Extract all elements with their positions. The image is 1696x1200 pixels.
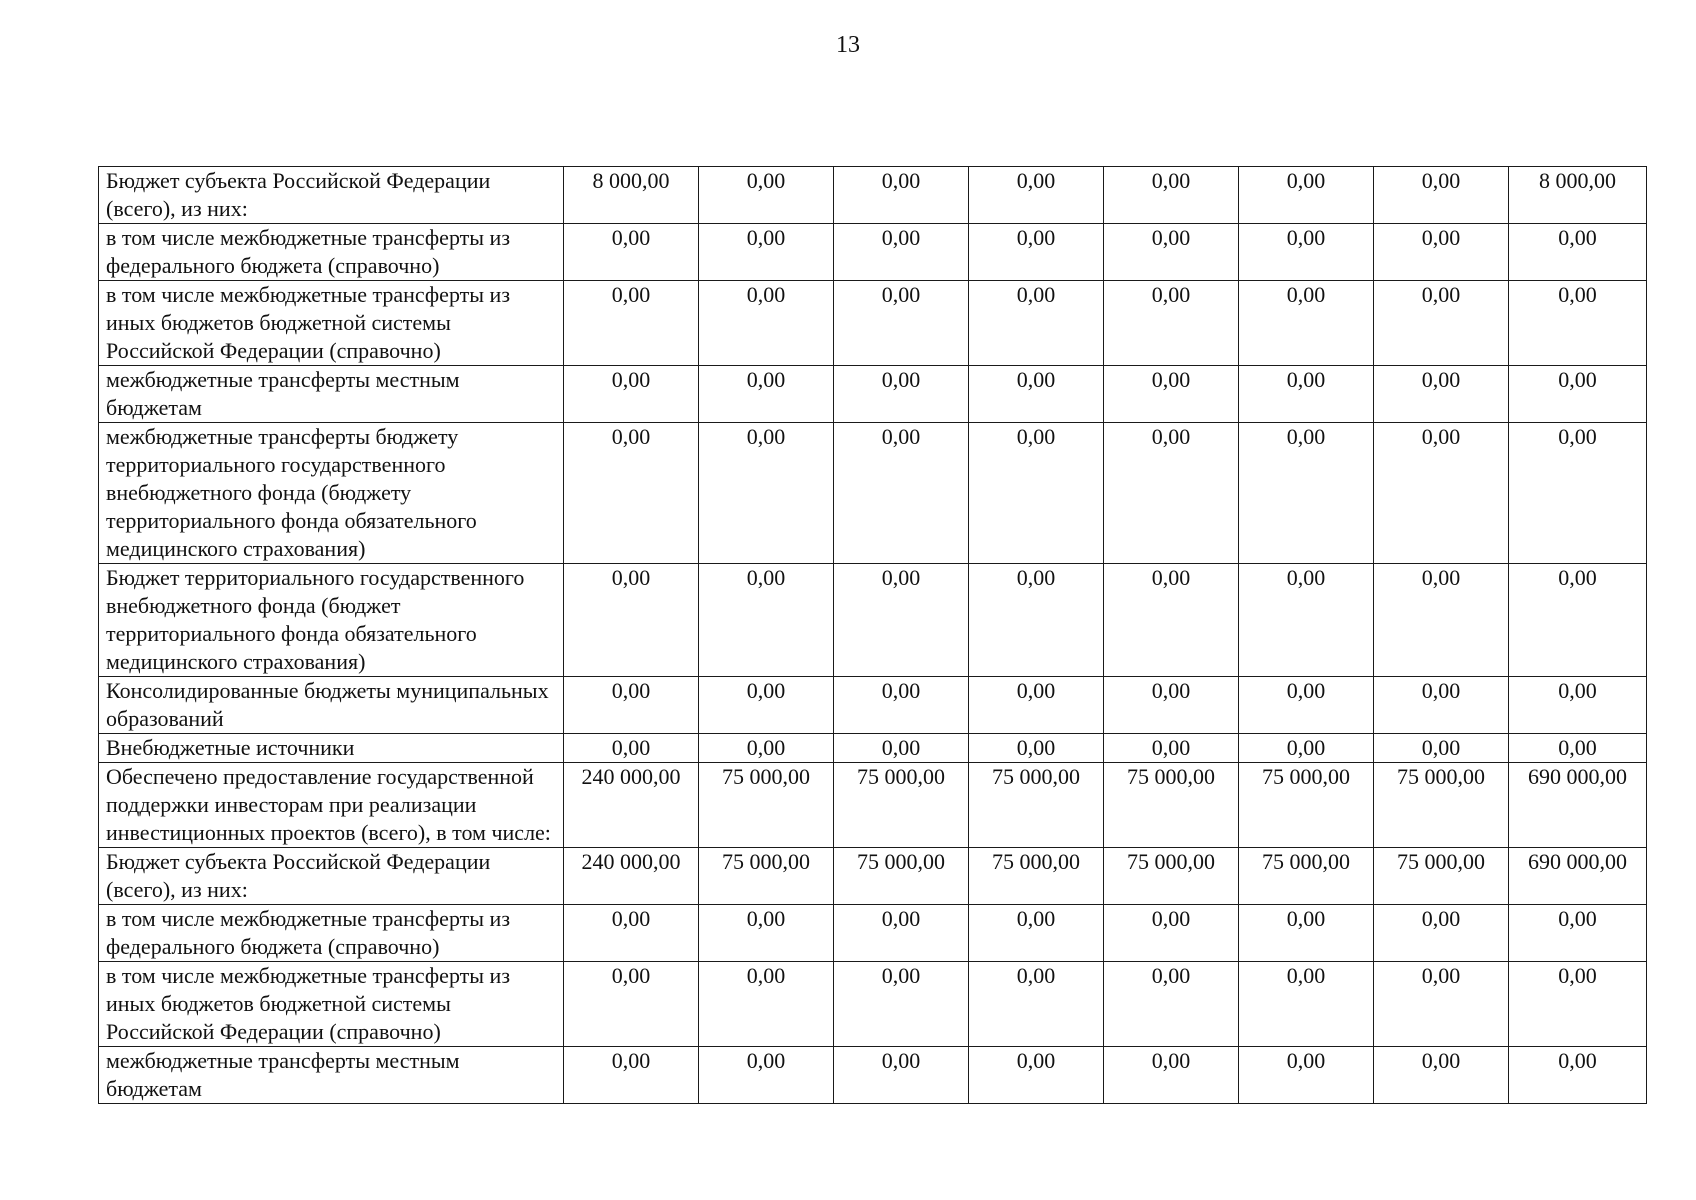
budget-table-body [99,167,1647,1104]
row-label: Внебюджетные источники [99,734,564,763]
value-cell: 0,00 [564,366,699,423]
value-cell: 0,00 [564,281,699,366]
table-row [99,366,1647,423]
total-value-cell: 0,00 [1509,423,1647,564]
value-cell: 75 000,00 [969,848,1104,905]
value-cell: 0,00 [1374,423,1509,564]
value-cell: 0,00 [1374,677,1509,734]
value-cell: 0,00 [1104,224,1239,281]
value-cell: 0,00 [1104,1047,1239,1104]
value-cell: 0,00 [834,167,969,224]
value-cell: 75 000,00 [834,848,969,905]
total-value-cell: 0,00 [1509,677,1647,734]
value-cell: 0,00 [564,677,699,734]
value-cell: 0,00 [969,905,1104,962]
table-row [99,905,1647,962]
row-label: Обеспечено предоставление государственной поддержки инвесторам при реализации инвестиционных проектов (всего), в том числе: [99,763,564,848]
row-label: Бюджет субъекта Российской Федерации (всего), из них: [99,848,564,905]
value-cell: 0,00 [1239,1047,1374,1104]
value-cell: 0,00 [969,423,1104,564]
value-cell: 0,00 [969,366,1104,423]
value-cell: 75 000,00 [1374,763,1509,848]
table-row [99,1047,1647,1104]
value-cell: 240 000,00 [564,763,699,848]
total-value-cell: 0,00 [1509,281,1647,366]
value-cell: 0,00 [699,962,834,1047]
value-cell: 75 000,00 [699,848,834,905]
value-cell: 0,00 [564,1047,699,1104]
table-row [99,564,1647,677]
row-label: в том числе межбюджетные трансферты из иных бюджетов бюджетной системы Российской Федерации (справочно) [99,281,564,366]
value-cell: 0,00 [699,905,834,962]
value-cell: 0,00 [1104,962,1239,1047]
value-cell: 0,00 [1239,366,1374,423]
total-value-cell: 0,00 [1509,962,1647,1047]
value-cell: 75 000,00 [834,763,969,848]
value-cell: 0,00 [564,564,699,677]
value-cell: 0,00 [834,281,969,366]
row-label: межбюджетные трансферты местным бюджетам [99,1047,564,1104]
row-label: в том числе межбюджетные трансферты из федерального бюджета (справочно) [99,224,564,281]
value-cell: 0,00 [699,366,834,423]
value-cell: 0,00 [699,423,834,564]
table-row [99,763,1647,848]
value-cell: 0,00 [699,281,834,366]
value-cell: 0,00 [1374,281,1509,366]
value-cell: 0,00 [1374,962,1509,1047]
value-cell: 0,00 [1239,677,1374,734]
value-cell: 0,00 [969,167,1104,224]
value-cell: 75 000,00 [1104,763,1239,848]
total-value-cell: 0,00 [1509,905,1647,962]
table-row [99,848,1647,905]
value-cell: 0,00 [1239,734,1374,763]
value-cell: 0,00 [1239,962,1374,1047]
value-cell: 0,00 [1374,366,1509,423]
value-cell: 0,00 [834,962,969,1047]
budget-table [98,166,1647,1104]
value-cell: 0,00 [834,564,969,677]
value-cell: 0,00 [1239,905,1374,962]
row-label: межбюджетные трансферты местным бюджетам [99,366,564,423]
value-cell: 0,00 [1239,423,1374,564]
value-cell: 0,00 [834,224,969,281]
value-cell: 0,00 [1104,905,1239,962]
value-cell: 0,00 [1239,564,1374,677]
value-cell: 0,00 [1374,167,1509,224]
row-label: межбюджетные трансферты бюджету территориального государственного внебюджетного фонда (бюджету территориального фонда обязательного медицинского страхования) [99,423,564,564]
value-cell: 0,00 [969,281,1104,366]
value-cell: 0,00 [1374,1047,1509,1104]
value-cell: 0,00 [834,677,969,734]
value-cell: 0,00 [1374,564,1509,677]
value-cell: 0,00 [699,1047,834,1104]
value-cell: 0,00 [699,734,834,763]
row-label: Бюджет субъекта Российской Федерации (всего), из них: [99,167,564,224]
value-cell: 8 000,00 [564,167,699,224]
table-row [99,281,1647,366]
value-cell: 0,00 [969,962,1104,1047]
value-cell: 0,00 [699,167,834,224]
total-value-cell: 690 000,00 [1509,848,1647,905]
value-cell: 0,00 [564,734,699,763]
table-row [99,167,1647,224]
value-cell: 0,00 [1104,677,1239,734]
value-cell: 75 000,00 [1239,848,1374,905]
total-value-cell: 0,00 [1509,1047,1647,1104]
value-cell: 0,00 [1239,281,1374,366]
value-cell: 75 000,00 [1239,763,1374,848]
value-cell: 0,00 [1374,905,1509,962]
value-cell: 0,00 [969,564,1104,677]
row-label: Бюджет территориального государственного внебюджетного фонда (бюджет территориального фонда обязательного медицинского страхования) [99,564,564,677]
value-cell: 0,00 [1239,167,1374,224]
value-cell: 0,00 [834,423,969,564]
value-cell: 0,00 [834,366,969,423]
value-cell: 0,00 [1104,167,1239,224]
value-cell: 0,00 [1239,224,1374,281]
value-cell: 0,00 [834,1047,969,1104]
value-cell: 0,00 [1104,564,1239,677]
value-cell: 0,00 [1104,366,1239,423]
page-number: 13 [836,32,860,58]
value-cell: 0,00 [1104,423,1239,564]
row-label: Консолидированные бюджеты муниципальных образований [99,677,564,734]
total-value-cell: 8 000,00 [1509,167,1647,224]
value-cell: 0,00 [969,1047,1104,1104]
total-value-cell: 0,00 [1509,224,1647,281]
table-row [99,962,1647,1047]
value-cell: 75 000,00 [1104,848,1239,905]
value-cell: 0,00 [834,905,969,962]
row-label: в том числе межбюджетные трансферты из федерального бюджета (справочно) [99,905,564,962]
value-cell: 240 000,00 [564,848,699,905]
value-cell: 75 000,00 [969,763,1104,848]
value-cell: 0,00 [564,423,699,564]
value-cell: 0,00 [969,224,1104,281]
value-cell: 0,00 [699,224,834,281]
table-row [99,423,1647,564]
total-value-cell: 0,00 [1509,366,1647,423]
value-cell: 0,00 [564,224,699,281]
value-cell: 0,00 [969,677,1104,734]
table-row [99,677,1647,734]
value-cell: 0,00 [564,905,699,962]
value-cell: 0,00 [564,962,699,1047]
total-value-cell: 0,00 [1509,734,1647,763]
row-label: в том числе межбюджетные трансферты из иных бюджетов бюджетной системы Российской Федерации (справочно) [99,962,564,1047]
value-cell: 75 000,00 [699,763,834,848]
value-cell: 0,00 [834,734,969,763]
value-cell: 0,00 [1104,734,1239,763]
value-cell: 0,00 [1374,734,1509,763]
table-row [99,734,1647,763]
total-value-cell: 690 000,00 [1509,763,1647,848]
value-cell: 0,00 [1374,224,1509,281]
total-value-cell: 0,00 [1509,564,1647,677]
value-cell: 0,00 [699,677,834,734]
value-cell: 0,00 [1104,281,1239,366]
value-cell: 0,00 [699,564,834,677]
value-cell: 0,00 [969,734,1104,763]
value-cell: 75 000,00 [1374,848,1509,905]
table-row [99,224,1647,281]
